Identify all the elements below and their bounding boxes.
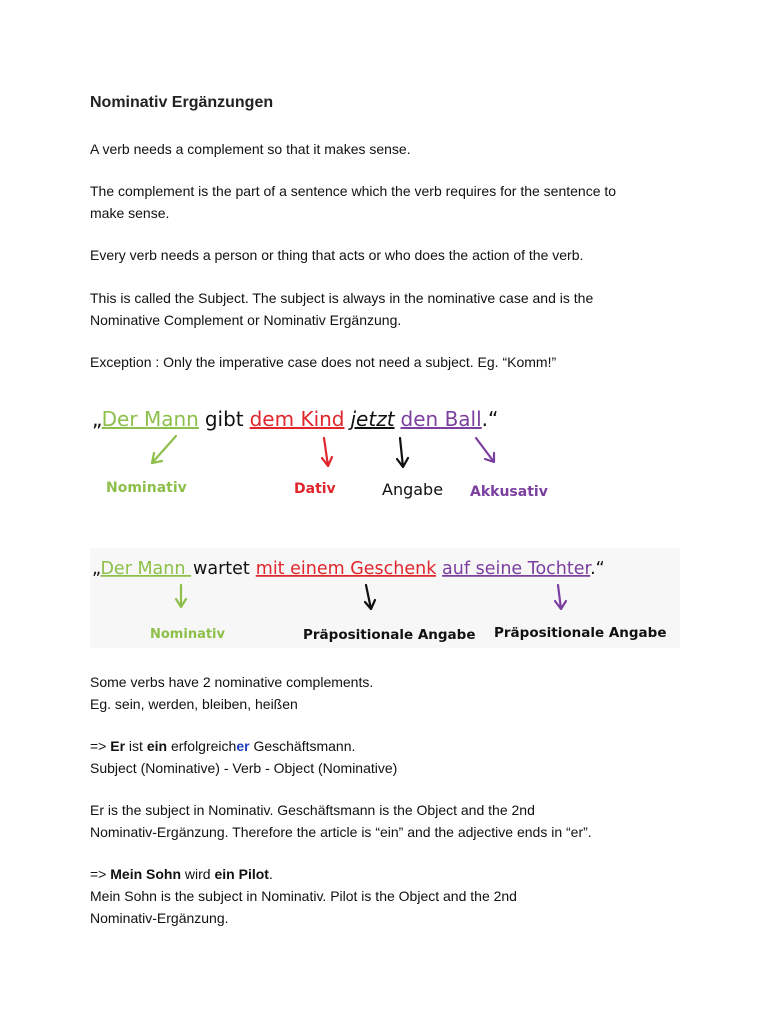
accusative-phrase: den Ball (400, 407, 482, 431)
label-prepositional-angabe-1: Präpositionale Angabe (303, 627, 476, 643)
subject-phrase: Mein Sohn (110, 866, 182, 882)
label-nominativ: Nominativ (106, 480, 187, 496)
paragraph: Nominativ-Ergänzung. (90, 910, 229, 926)
subject-phrase: Der Mann (100, 559, 192, 579)
adjective-stem: erfolgreich (167, 738, 237, 754)
paragraph: Nominativ-Ergänzung. Therefore the article is “ein” and the adjective ends in “er”. (90, 824, 592, 840)
object-phrase: ein Pilot (214, 866, 269, 882)
label-dativ: Dativ (294, 481, 336, 497)
diagram-sentence (92, 559, 605, 579)
diagram-sentence (92, 407, 498, 431)
diagram-2-svg (90, 548, 680, 648)
arrow-prefix: => (90, 866, 111, 882)
paragraph: Eg. sein, werden, bleiben, heißen (90, 696, 298, 712)
paragraph: Mein Sohn is the subject in Nominativ. Pilot is the Object and the 2nd (90, 888, 517, 904)
label-angabe: Angabe (382, 480, 444, 499)
subject-word: Er (110, 738, 126, 754)
example-sentence-2 (90, 863, 273, 885)
paragraph: Some verbs have 2 nominative complements. (90, 674, 374, 690)
arrow-prefix: => (90, 738, 111, 754)
open-quote: „ (92, 559, 101, 579)
label-akkusativ: Akkusativ (470, 484, 548, 500)
verb-word: gibt (204, 407, 244, 431)
period: . (268, 866, 273, 882)
label-nominativ: Nominativ (150, 627, 225, 642)
adverb-word: jetzt (350, 407, 395, 431)
prepositional-phrase-2: auf seine Tochter (442, 559, 591, 579)
verb-word: ist (125, 738, 147, 754)
prepositional-phrase-1: mit einem Geschenk (255, 559, 437, 579)
paragraph: The complement is the part of a sentence which the verb requires for the sentence to (90, 183, 617, 199)
paragraph: make sense. (90, 205, 170, 221)
example-sentence-1 (90, 735, 355, 757)
verb-word: wartet (193, 559, 250, 579)
paragraph: Er is the subject in Nominativ. Geschäftsmann is the Object and the 2nd (90, 802, 535, 818)
verb-word: wird (181, 866, 215, 882)
label-prepositional-angabe-2: Präpositionale Angabe (494, 625, 667, 641)
diagram-1-svg (90, 395, 680, 505)
sentence-diagram-2 (90, 548, 680, 648)
paragraph: Exception : Only the imperative case does not need a subject. Eg. “Komm!” (90, 354, 557, 370)
paragraph: Subject (Nominative) - Verb - Object (Nominative) (90, 760, 398, 776)
close-quote: .“ (481, 407, 499, 431)
open-quote: „ (92, 407, 102, 431)
subject-phrase: Der Mann (101, 407, 199, 431)
paragraph: Every verb needs a person or thing that acts or who does the action of the verb. (90, 247, 584, 263)
adjective-ending: er (236, 738, 250, 754)
paragraph: This is called the Subject. The subject is always in the nominative case and is the (90, 290, 594, 306)
sentence-diagram-1 (90, 395, 680, 505)
paragraph: A verb needs a complement so that it makes sense. (90, 141, 411, 157)
dative-phrase: dem Kind (249, 407, 345, 431)
close-quote: .“ (590, 559, 605, 579)
paragraph: Nominative Complement or Nominativ Ergänzung. (90, 312, 402, 328)
article-word: ein (146, 738, 168, 754)
noun-word: Geschäftsmann. (249, 738, 356, 754)
page-title: Nominativ Ergänzungen (90, 94, 274, 111)
